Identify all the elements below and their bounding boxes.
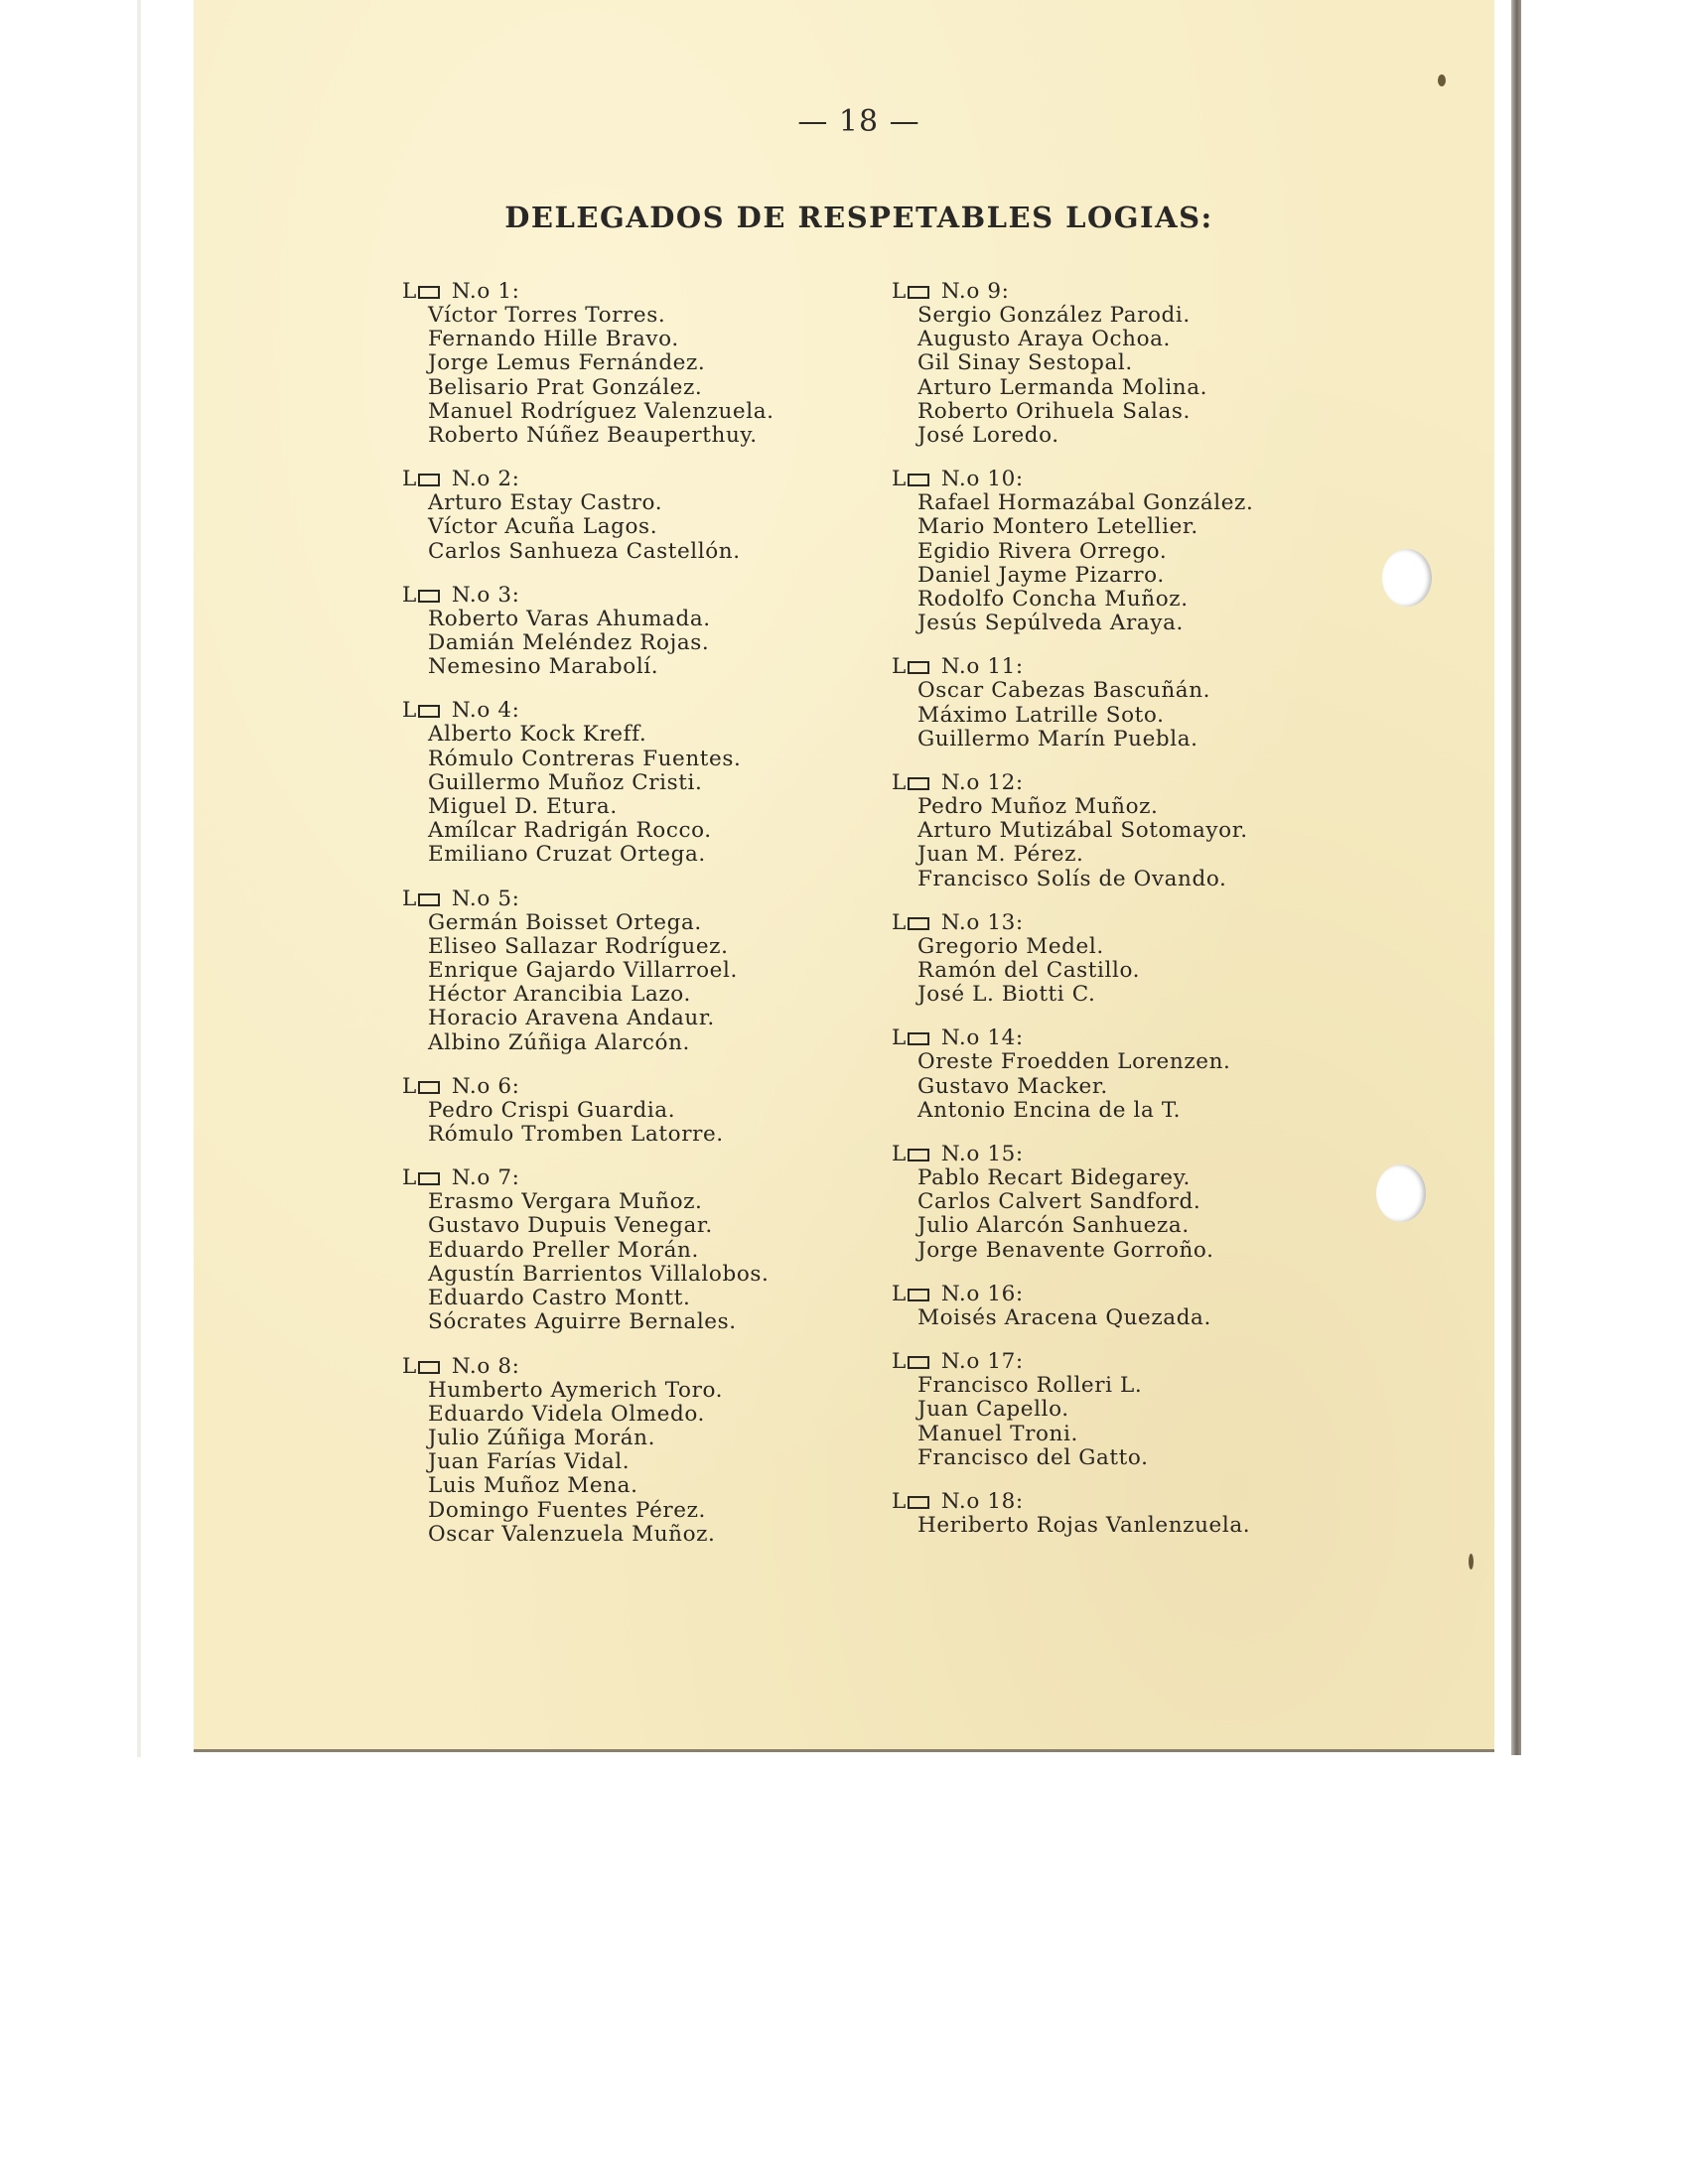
delegate-name: Gustavo Macker. [917,1073,1108,1099]
delegate-name: Ramón del Castillo. [917,958,1141,984]
delegate-name: Roberto Varas Ahumada. [428,606,711,631]
delegate-name: Germán Boisset Ortega. [428,909,702,935]
ink-spot [1469,1554,1474,1570]
lodge-number: N.o 5: [451,886,520,911]
delegate-name: Arturo Lermanda Molina. [917,374,1208,400]
delegate-name: Juan Capello. [917,1397,1069,1423]
lodge-rectangle-icon [908,1032,929,1045]
lodge-rectangle-icon [418,705,440,718]
delegate-name: Juan M. Pérez. [917,842,1084,868]
delegate-name: Enrique Gajardo Villarroel. [428,958,738,984]
delegate-name: Amílcar Radrigán Rocco. [428,818,712,844]
delegate-name: Oreste Froedden Lorenzen. [917,1049,1231,1075]
delegate-name: Eduardo Videla Olmedo. [428,1401,705,1427]
delegate-name: Humberto Aymerich Toro. [428,1377,724,1403]
lodge-letter: L [402,279,417,304]
delegate-name: Guillermo Marín Puebla. [917,726,1198,751]
delegate-name: Jorge Lemus Fernández. [428,350,706,376]
delegate-name: Agustín Barrientos Villalobos. [428,1261,770,1287]
lodge-block [892,280,1448,448]
delegate-name: Arturo Estay Castro. [428,490,663,516]
lodge-heading [892,1143,1448,1166]
delegate-name: Fernando Hille Bravo. [428,327,679,352]
lodge-number: N.o 8: [451,1353,520,1379]
delegate-name: Roberto Orihuela Salas. [917,398,1191,424]
lodge-block [402,584,958,680]
lodge-number: N.o 15: [940,1142,1024,1167]
delegate-name: Pedro Muñoz Muñoz. [917,794,1159,820]
lodge-number: N.o 11: [940,654,1024,680]
lodge-block [892,771,1448,891]
delegate-name: José Loredo. [917,423,1059,449]
lodge-rectangle-icon [418,893,440,906]
delegate-name: Manuel Rodríguez Valenzuela. [428,398,774,424]
delegate-name: Horacio Aravena Andaur. [428,1006,715,1031]
delegate-name: Francisco Rolleri L. [917,1373,1143,1399]
delegate-name: Daniel Jayme Pizarro. [917,562,1165,588]
lodge-letter: L [892,1488,907,1514]
delegate-name: Francisco Solís de Ovando. [917,866,1227,891]
delegate-name: Pablo Recart Bidegarey. [917,1165,1191,1191]
lodge-column-right [892,280,1448,1558]
page-title: DELEGADOS DE RESPETABLES LOGIAS: [504,201,1213,234]
delegate-name: Miguel D. Etura. [428,794,618,820]
lodge-block [892,655,1448,751]
delegate-name: Nemesino Marabolí. [428,654,659,680]
delegate-name: Carlos Sanhueza Castellón. [428,538,741,564]
delegate-name: Víctor Torres Torres. [428,303,666,328]
delegate-name: Gil Sinay Sestopal. [917,350,1133,376]
lodge-block [402,468,958,564]
delegate-name: Eduardo Preller Morán. [428,1237,699,1263]
delegate-name: Rafael Hormazábal González. [917,490,1254,516]
delegate-name: Francisco del Gatto. [917,1444,1149,1470]
lodge-letter: L [402,467,417,492]
delegate-name: Mario Montero Letellier. [917,514,1198,540]
lodge-letter: L [892,654,907,680]
lodge-rectangle-icon [908,1496,929,1509]
lodge-block [892,1350,1448,1470]
lodge-rectangle-icon [418,1361,440,1374]
page-number: — 18 — [797,104,920,139]
lodge-rectangle-icon [908,917,929,930]
lodge-heading [892,468,1448,491]
lodge-letter: L [892,1025,907,1051]
lodge-number: N.o 10: [940,467,1024,492]
lodge-number: N.o 9: [940,279,1010,304]
lodge-heading [892,1490,1448,1514]
lodge-letter: L [402,1073,417,1099]
lodge-rectangle-icon [908,474,929,486]
lodge-number: N.o 3: [451,582,520,608]
lodge-block [402,1075,958,1147]
lodge-heading [892,771,1448,795]
delegate-name: Eliseo Sallazar Rodríguez. [428,933,729,959]
lodge-block [892,1283,1448,1330]
delegate-name: Albino Zúñiga Alarcón. [428,1029,690,1055]
lodge-letter: L [402,1353,417,1379]
lodge-heading [402,1166,958,1190]
lodge-rectangle-icon [908,1289,929,1301]
delegate-name: Egidio Rivera Orrego. [917,538,1168,564]
lodge-number: N.o 16: [940,1281,1024,1306]
lodge-block [402,1166,958,1334]
lodge-block [892,468,1448,635]
lodge-rectangle-icon [418,1172,440,1185]
delegate-name: Carlos Calvert Sandford. [917,1189,1201,1215]
lodge-heading [892,911,1448,935]
lodge-block [402,1355,958,1547]
lodge-number: N.o 18: [940,1488,1024,1514]
lodge-letter: L [892,770,907,796]
lodge-block [892,911,1448,1008]
delegate-name: Luis Muñoz Mena. [428,1473,638,1499]
lodge-letter: L [892,1349,907,1375]
lodge-letter: L [402,582,417,608]
delegate-name: Domingo Fuentes Pérez. [428,1497,706,1523]
delegate-name: Jorge Benavente Gorroño. [917,1237,1214,1263]
delegate-name: Julio Alarcón Sanhueza. [917,1213,1190,1239]
delegate-name: Víctor Acuña Lagos. [428,514,658,540]
delegate-name: Gustavo Dupuis Venegar. [428,1213,713,1239]
lodge-heading [402,887,958,911]
delegate-name: Emiliano Cruzat Ortega. [428,842,706,868]
delegate-name: Heriberto Rojas Vanlenzuela. [917,1512,1251,1538]
delegate-name: Héctor Arancibia Lazo. [428,982,691,1008]
delegate-name: Julio Zúñiga Morán. [428,1425,656,1450]
lodge-rectangle-icon [908,1356,929,1369]
lodge-heading [892,1350,1448,1374]
lodge-rectangle-icon [418,1081,440,1094]
delegate-name: Gregorio Medel. [917,933,1104,959]
lodge-heading [892,1283,1448,1306]
lodge-block [402,887,958,1055]
lodge-number: N.o 14: [940,1025,1024,1051]
lodge-letter: L [892,1281,907,1306]
lodge-rectangle-icon [908,777,929,790]
lodge-number: N.o 12: [940,770,1024,796]
lodge-number: N.o 4: [451,698,520,724]
scan-left-edge [137,0,141,1757]
lodge-rectangle-icon [908,286,929,299]
delegate-name: Jesús Sepúlveda Araya. [917,611,1184,636]
lodge-letter: L [402,1165,417,1191]
lodge-letter: L [402,886,417,911]
delegate-name: Pedro Crispi Guardia. [428,1097,676,1123]
delegate-name: Guillermo Muñoz Cristi. [428,769,703,795]
lodge-heading [402,1355,958,1379]
delegate-name: Moisés Aracena Quezada. [917,1304,1211,1330]
delegate-name: Manuel Troni. [917,1421,1078,1446]
binding-edge [1511,0,1521,1755]
lodge-rectangle-icon [908,661,929,674]
lodge-heading [892,655,1448,679]
lodge-number: N.o 17: [940,1349,1024,1375]
lodge-number: N.o 7: [451,1165,520,1191]
lodge-heading [892,280,1448,304]
lodge-letter: L [402,698,417,724]
delegate-name: Oscar Cabezas Bascuñán. [917,678,1211,704]
lodge-block [402,699,958,867]
delegate-name: Rómulo Contreras Fuentes. [428,746,742,771]
lodge-letter: L [892,279,907,304]
lodge-letter: L [892,1142,907,1167]
delegate-name: Augusto Araya Ochoa. [917,327,1171,352]
delegate-name: Damián Meléndez Rojas. [428,630,710,656]
lodge-number: N.o 6: [451,1073,520,1099]
delegate-name: Sócrates Aguirre Bernales. [428,1309,737,1335]
delegate-name: Sergio González Parodi. [917,303,1191,328]
delegate-name: Erasmo Vergara Muñoz. [428,1189,703,1215]
lodge-letter: L [892,467,907,492]
lodge-block [892,1026,1448,1123]
lodge-heading [402,468,958,491]
lodge-rectangle-icon [418,590,440,603]
lodge-heading [402,280,958,304]
delegate-name: Rodolfo Concha Muñoz. [917,587,1189,613]
lodge-number: N.o 13: [940,909,1024,935]
lodge-heading [402,584,958,608]
delegate-name: Eduardo Castro Montt. [428,1286,691,1311]
lodge-letter: L [892,909,907,935]
delegate-name: Alberto Kock Kreff. [428,722,647,748]
lodge-block [892,1490,1448,1538]
lodge-block [892,1143,1448,1263]
delegate-name: Juan Farías Vidal. [428,1449,631,1475]
ink-spot [1438,74,1446,86]
delegate-name: Arturo Mutizábal Sotomayor. [917,818,1248,844]
delegate-name: José L. Biotti C. [917,982,1096,1008]
delegate-name: Máximo Latrille Soto. [917,702,1165,728]
lodge-rectangle-icon [418,286,440,299]
lodge-rectangle-icon [908,1149,929,1161]
lodge-heading [892,1026,1448,1050]
lodge-number: N.o 1: [451,279,520,304]
delegate-name: Roberto Núñez Beauperthuy. [428,423,758,449]
delegate-name: Rómulo Tromben Latorre. [428,1122,724,1148]
lodge-heading [402,1075,958,1099]
lodge-rectangle-icon [418,474,440,486]
lodge-column-left [402,280,958,1567]
delegate-name: Oscar Valenzuela Muñoz. [428,1521,716,1547]
delegate-name: Antonio Encina de la T. [917,1097,1182,1123]
lodge-block [402,280,958,448]
lodge-number: N.o 2: [451,467,520,492]
delegate-name: Belisario Prat González. [428,374,703,400]
lodge-heading [402,699,958,723]
